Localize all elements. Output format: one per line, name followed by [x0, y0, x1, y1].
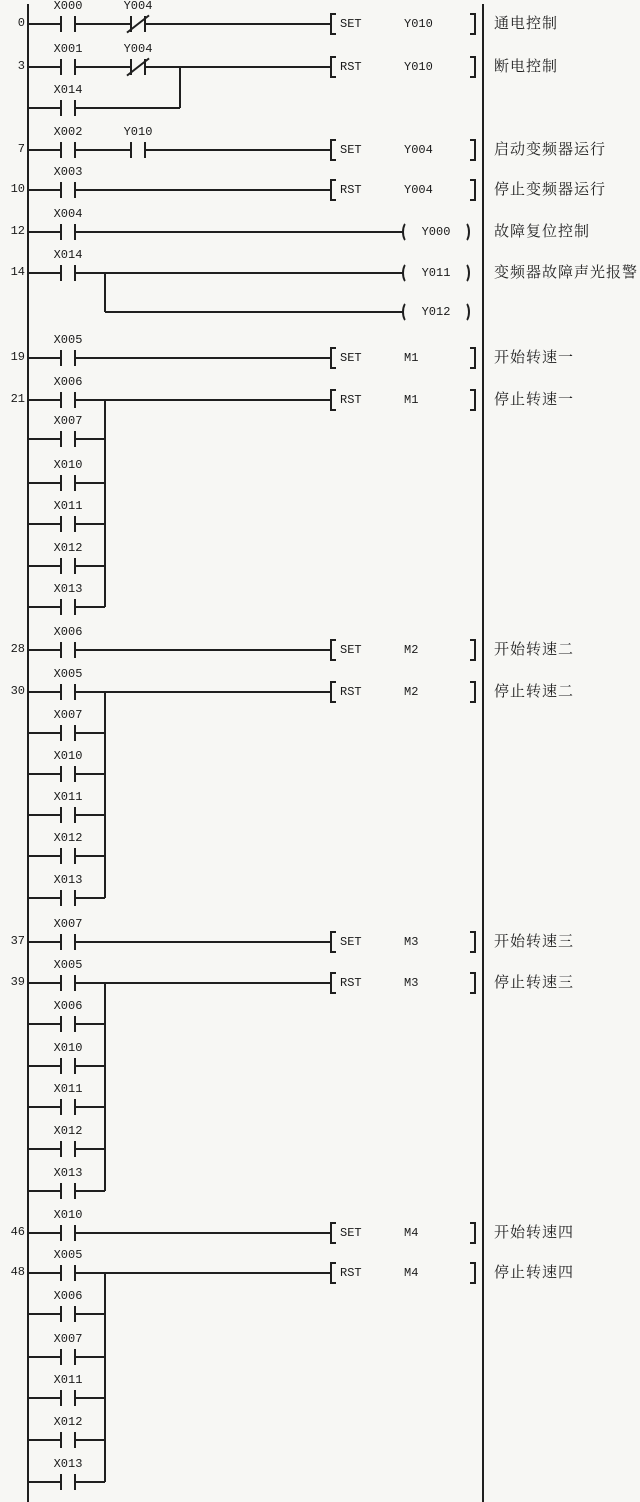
contact-no[interactable]: [56, 930, 80, 954]
open-bracket-icon: [330, 389, 336, 411]
wire-vertical: [104, 400, 106, 607]
instruction-operand: M2: [404, 685, 419, 699]
contact-no[interactable]: [56, 844, 80, 868]
output-set-m4[interactable]: [328, 1221, 478, 1245]
contact-bar: [60, 516, 62, 532]
wire-horizontal: [28, 107, 180, 109]
contact-bar: [60, 848, 62, 864]
contact-gap: [62, 59, 74, 75]
contact-bar: [60, 599, 62, 615]
device-label: X010: [53, 1208, 83, 1222]
close-bracket-icon: [470, 639, 476, 661]
contact-no[interactable]: [56, 12, 80, 36]
contact-bar: [74, 1058, 76, 1074]
output-set-y004[interactable]: [328, 138, 478, 162]
contact-bar: [60, 890, 62, 906]
instruction-mnemonic: RST: [340, 183, 362, 197]
contact-gap: [62, 807, 74, 823]
device-label: X013: [53, 873, 83, 887]
contact-gap: [62, 516, 74, 532]
contact-no[interactable]: [56, 1137, 80, 1161]
device-label: X013: [53, 1166, 83, 1180]
instruction-operand: M2: [404, 643, 419, 657]
contact-bar: [60, 975, 62, 991]
open-bracket-icon: [330, 931, 336, 953]
open-paren-icon: [402, 301, 414, 323]
device-label: X006: [53, 999, 83, 1013]
contact-bar: [60, 1265, 62, 1281]
open-bracket-icon: [330, 179, 336, 201]
device-label: X012: [53, 1124, 83, 1138]
step-number: 37: [10, 934, 25, 948]
contact-bar: [60, 1390, 62, 1406]
device-label: X005: [53, 1248, 83, 1262]
contact-bar: [60, 1432, 62, 1448]
contact-bar: [60, 558, 62, 574]
output-set-m2[interactable]: [328, 638, 478, 662]
contact-gap: [62, 392, 74, 408]
contact-bar: [60, 100, 62, 116]
contact-bar: [60, 1225, 62, 1241]
contact-bar: [74, 431, 76, 447]
contact-gap: [62, 100, 74, 116]
close-bracket-icon: [470, 139, 476, 161]
contact-no[interactable]: [56, 971, 80, 995]
output-rst-m4[interactable]: [328, 1261, 478, 1285]
contact-no[interactable]: [56, 1428, 80, 1452]
rung-comment: 开始转速四: [494, 1224, 575, 1241]
contact-gap: [62, 725, 74, 741]
contact-nc[interactable]: [126, 55, 150, 79]
open-bracket-icon: [330, 681, 336, 703]
device-label: X004: [53, 207, 83, 221]
contact-gap: [62, 934, 74, 950]
contact-no[interactable]: [56, 346, 80, 370]
instruction-mnemonic: SET: [340, 351, 362, 365]
contact-no[interactable]: [56, 803, 80, 827]
coil-y000[interactable]: [400, 220, 472, 244]
instruction-operand: M3: [404, 976, 419, 990]
contact-bar: [74, 59, 76, 75]
device-label: X007: [53, 1332, 83, 1346]
contact-bar: [144, 142, 146, 158]
device-label: X006: [53, 375, 83, 389]
wire-vertical: [104, 692, 106, 898]
open-bracket-icon: [330, 56, 336, 78]
contact-gap: [62, 182, 74, 198]
coil-y012[interactable]: [400, 300, 472, 324]
device-label: X012: [53, 1415, 83, 1429]
contact-bar: [74, 1265, 76, 1281]
step-number: 7: [17, 142, 25, 156]
contact-bar: [74, 1141, 76, 1157]
contact-bar: [60, 350, 62, 366]
close-bracket-icon: [470, 972, 476, 994]
contact-gap: [62, 848, 74, 864]
device-label: X014: [53, 248, 83, 262]
contact-bar: [60, 642, 62, 658]
contact-bar: [130, 142, 132, 158]
contact-bar: [74, 224, 76, 240]
contact-no[interactable]: [56, 638, 80, 662]
contact-bar: [74, 1016, 76, 1032]
contact-no[interactable]: [56, 1345, 80, 1369]
contact-bar: [74, 16, 76, 32]
contact-gap: [62, 1265, 74, 1281]
contact-bar: [74, 1390, 76, 1406]
device-label: X010: [53, 1041, 83, 1055]
contact-bar: [74, 558, 76, 574]
instruction-operand: M3: [404, 935, 419, 949]
contact-no[interactable]: [56, 1386, 80, 1410]
device-label: X013: [53, 582, 83, 596]
instruction-mnemonic: RST: [340, 393, 362, 407]
contact-bar: [74, 642, 76, 658]
contact-bar: [74, 848, 76, 864]
contact-no[interactable]: [56, 96, 80, 120]
instruction-operand: M1: [404, 351, 419, 365]
contact-no[interactable]: [56, 1179, 80, 1203]
contact-bar: [74, 766, 76, 782]
instruction-mnemonic: SET: [340, 17, 362, 31]
contact-no[interactable]: [56, 554, 80, 578]
close-bracket-icon: [470, 13, 476, 35]
contact-bar: [74, 350, 76, 366]
coil-operand: Y012: [421, 305, 451, 319]
right-power-rail: [482, 4, 484, 1502]
output-rst-y010[interactable]: [328, 55, 478, 79]
step-number: 14: [10, 265, 25, 279]
contact-no[interactable]: [56, 471, 80, 495]
device-label: X007: [53, 708, 83, 722]
contact-bar: [60, 1183, 62, 1199]
contact-gap: [62, 1016, 74, 1032]
wire-vertical: [179, 67, 181, 108]
device-label: X007: [53, 917, 83, 931]
contact-bar: [60, 1016, 62, 1032]
contact-bar: [74, 1432, 76, 1448]
contact-bar: [74, 725, 76, 741]
device-label: X012: [53, 831, 83, 845]
device-label: X001: [53, 42, 83, 56]
contact-bar: [60, 1474, 62, 1490]
rung-comment: 启动变频器运行: [494, 141, 607, 158]
contact-no[interactable]: [56, 1095, 80, 1119]
contact-bar: [74, 807, 76, 823]
wire-vertical: [104, 1273, 106, 1482]
close-bracket-icon: [470, 347, 476, 369]
output-rst-m3[interactable]: [328, 971, 478, 995]
contact-bar: [74, 516, 76, 532]
contact-gap: [62, 558, 74, 574]
contact-bar: [60, 431, 62, 447]
device-label: X000: [53, 0, 83, 13]
step-number: 28: [10, 642, 25, 656]
close-bracket-icon: [470, 681, 476, 703]
contact-bar: [60, 59, 62, 75]
contact-no[interactable]: [56, 1261, 80, 1285]
contact-gap: [62, 1225, 74, 1241]
contact-gap: [62, 1474, 74, 1490]
contact-gap: [62, 431, 74, 447]
contact-gap: [62, 16, 74, 32]
instruction-operand: M4: [404, 1226, 419, 1240]
contact-no[interactable]: [56, 220, 80, 244]
contact-gap: [62, 1349, 74, 1365]
output-set-y010[interactable]: [328, 12, 478, 36]
contact-no[interactable]: [126, 138, 150, 162]
contact-bar: [60, 392, 62, 408]
contact-gap: [62, 1432, 74, 1448]
step-number: 12: [10, 224, 25, 238]
open-paren-icon: [402, 262, 414, 284]
contact-no[interactable]: [56, 388, 80, 412]
step-number: 10: [10, 182, 25, 196]
left-power-rail: [27, 4, 29, 1502]
contact-gap: [62, 1183, 74, 1199]
contact-gap: [62, 642, 74, 658]
output-set-m1[interactable]: [328, 346, 478, 370]
contact-no[interactable]: [56, 178, 80, 202]
step-number: 19: [10, 350, 25, 364]
rung-comment: 断电控制: [494, 58, 559, 75]
contact-no[interactable]: [56, 762, 80, 786]
contact-bar: [74, 1306, 76, 1322]
contact-bar: [74, 475, 76, 491]
contact-bar: [74, 684, 76, 700]
contact-bar: [74, 1183, 76, 1199]
instruction-operand: Y004: [404, 183, 433, 197]
device-label: X002: [53, 125, 83, 139]
contact-bar: [60, 142, 62, 158]
contact-bar: [60, 934, 62, 950]
contact-bar: [74, 100, 76, 116]
contact-bar: [60, 1099, 62, 1115]
open-bracket-icon: [330, 1222, 336, 1244]
contact-gap: [62, 1390, 74, 1406]
device-label: X013: [53, 1457, 83, 1471]
wire-horizontal: [28, 231, 403, 233]
contact-bar: [60, 766, 62, 782]
contact-gap: [62, 142, 74, 158]
device-label: X005: [53, 333, 83, 347]
wire-horizontal: [105, 311, 403, 313]
contact-bar: [74, 1474, 76, 1490]
contact-no[interactable]: [56, 261, 80, 285]
device-label: X011: [53, 1373, 83, 1387]
step-number: 39: [10, 975, 25, 989]
rung-comment: 停止转速一: [494, 391, 575, 408]
contact-no[interactable]: [56, 1470, 80, 1494]
device-label: X005: [53, 958, 83, 972]
rung-comment: 停止转速四: [494, 1264, 575, 1281]
instruction-operand: M4: [404, 1266, 419, 1280]
rung-comment: 故障复位控制: [494, 223, 591, 240]
output-rst-m2[interactable]: [328, 680, 478, 704]
instruction-mnemonic: RST: [340, 1266, 362, 1280]
open-bracket-icon: [330, 347, 336, 369]
instruction-mnemonic: SET: [340, 143, 362, 157]
contact-bar: [74, 182, 76, 198]
contact-bar: [60, 1141, 62, 1157]
contact-no[interactable]: [56, 427, 80, 451]
contact-gap: [62, 1306, 74, 1322]
contact-no[interactable]: [56, 1302, 80, 1326]
instruction-operand: Y004: [404, 143, 433, 157]
contact-bar: [60, 182, 62, 198]
open-bracket-icon: [330, 972, 336, 994]
device-label: X010: [53, 749, 83, 763]
contact-no[interactable]: [56, 138, 80, 162]
open-bracket-icon: [330, 13, 336, 35]
instruction-operand: Y010: [404, 17, 433, 31]
contact-bar: [60, 224, 62, 240]
contact-gap: [62, 1099, 74, 1115]
contact-gap: [62, 599, 74, 615]
contact-gap: [62, 475, 74, 491]
wire-horizontal: [28, 272, 403, 274]
contact-gap: [62, 350, 74, 366]
device-label: X011: [53, 790, 83, 804]
rung-comment: 变频器故障声光报警: [494, 264, 639, 281]
contact-bar: [74, 975, 76, 991]
device-label: Y004: [123, 42, 153, 56]
instruction-mnemonic: RST: [340, 685, 362, 699]
device-label: X011: [53, 499, 83, 513]
contact-no[interactable]: [56, 1054, 80, 1078]
contact-bar: [60, 807, 62, 823]
rung-comment: 停止转速三: [494, 974, 575, 991]
device-label: X011: [53, 1082, 83, 1096]
step-number: 0: [17, 16, 25, 30]
close-paren-icon: [458, 221, 470, 243]
contact-bar: [74, 142, 76, 158]
device-label: X006: [53, 1289, 83, 1303]
contact-no[interactable]: [56, 1012, 80, 1036]
rung-comment: 开始转速三: [494, 933, 575, 950]
rung-comment: 通电控制: [494, 15, 559, 32]
wire-vertical: [104, 983, 106, 1191]
contact-gap: [132, 142, 144, 158]
step-number: 30: [10, 684, 25, 698]
contact-no[interactable]: [56, 721, 80, 745]
contact-no[interactable]: [56, 680, 80, 704]
contact-bar: [60, 1349, 62, 1365]
contact-nc[interactable]: [126, 12, 150, 36]
rung-comment: 停止变频器运行: [494, 181, 607, 198]
close-paren-icon: [458, 262, 470, 284]
device-label: X010: [53, 458, 83, 472]
contact-bar: [74, 1099, 76, 1115]
contact-gap: [62, 684, 74, 700]
open-bracket-icon: [330, 139, 336, 161]
instruction-operand: M1: [404, 393, 419, 407]
close-bracket-icon: [470, 1222, 476, 1244]
instruction-mnemonic: RST: [340, 976, 362, 990]
wire-vertical: [104, 273, 106, 312]
open-paren-icon: [402, 221, 414, 243]
close-bracket-icon: [470, 931, 476, 953]
device-label: X005: [53, 667, 83, 681]
close-paren-icon: [458, 301, 470, 323]
rung-comment: 开始转速一: [494, 349, 575, 366]
contact-gap: [62, 265, 74, 281]
contact-gap: [62, 890, 74, 906]
coil-operand: Y011: [421, 266, 451, 280]
rung-comment: 开始转速二: [494, 641, 575, 658]
coil-y011[interactable]: [400, 261, 472, 285]
contact-bar: [60, 265, 62, 281]
contact-bar: [60, 725, 62, 741]
instruction-mnemonic: RST: [340, 60, 362, 74]
device-label: Y010: [123, 125, 153, 139]
contact-bar: [60, 1058, 62, 1074]
contact-gap: [62, 1058, 74, 1074]
instruction-mnemonic: SET: [340, 935, 362, 949]
contact-bar: [74, 890, 76, 906]
contact-bar: [74, 1225, 76, 1241]
contact-bar: [60, 475, 62, 491]
device-label: X007: [53, 414, 83, 428]
close-bracket-icon: [470, 389, 476, 411]
contact-bar: [74, 265, 76, 281]
step-number: 21: [10, 392, 25, 406]
device-label: X012: [53, 541, 83, 555]
contact-bar: [74, 392, 76, 408]
output-rst-y004[interactable]: [328, 178, 478, 202]
contact-gap: [62, 975, 74, 991]
contact-gap: [62, 1141, 74, 1157]
open-bracket-icon: [330, 1262, 336, 1284]
coil-operand: Y000: [421, 225, 451, 239]
contact-bar: [74, 934, 76, 950]
device-label: Y004: [123, 0, 153, 13]
close-bracket-icon: [470, 1262, 476, 1284]
rung-comment: 停止转速二: [494, 683, 575, 700]
contact-bar: [60, 16, 62, 32]
close-bracket-icon: [470, 179, 476, 201]
device-label: X006: [53, 625, 83, 639]
close-bracket-icon: [470, 56, 476, 78]
output-set-m3[interactable]: [328, 930, 478, 954]
contact-gap: [62, 766, 74, 782]
contact-bar: [74, 599, 76, 615]
device-label: X014: [53, 83, 83, 97]
contact-no[interactable]: [56, 512, 80, 536]
open-bracket-icon: [330, 639, 336, 661]
instruction-operand: Y010: [404, 60, 433, 74]
contact-bar: [60, 1306, 62, 1322]
contact-no[interactable]: [56, 55, 80, 79]
contact-bar: [74, 1349, 76, 1365]
step-number: 46: [10, 1225, 25, 1239]
instruction-mnemonic: SET: [340, 643, 362, 657]
contact-bar: [60, 684, 62, 700]
instruction-mnemonic: SET: [340, 1226, 362, 1240]
contact-no[interactable]: [56, 1221, 80, 1245]
output-rst-m1[interactable]: [328, 388, 478, 412]
step-number: 3: [17, 59, 25, 73]
step-number: 48: [10, 1265, 25, 1279]
contact-no[interactable]: [56, 886, 80, 910]
contact-no[interactable]: [56, 595, 80, 619]
device-label: X003: [53, 165, 83, 179]
contact-gap: [62, 224, 74, 240]
